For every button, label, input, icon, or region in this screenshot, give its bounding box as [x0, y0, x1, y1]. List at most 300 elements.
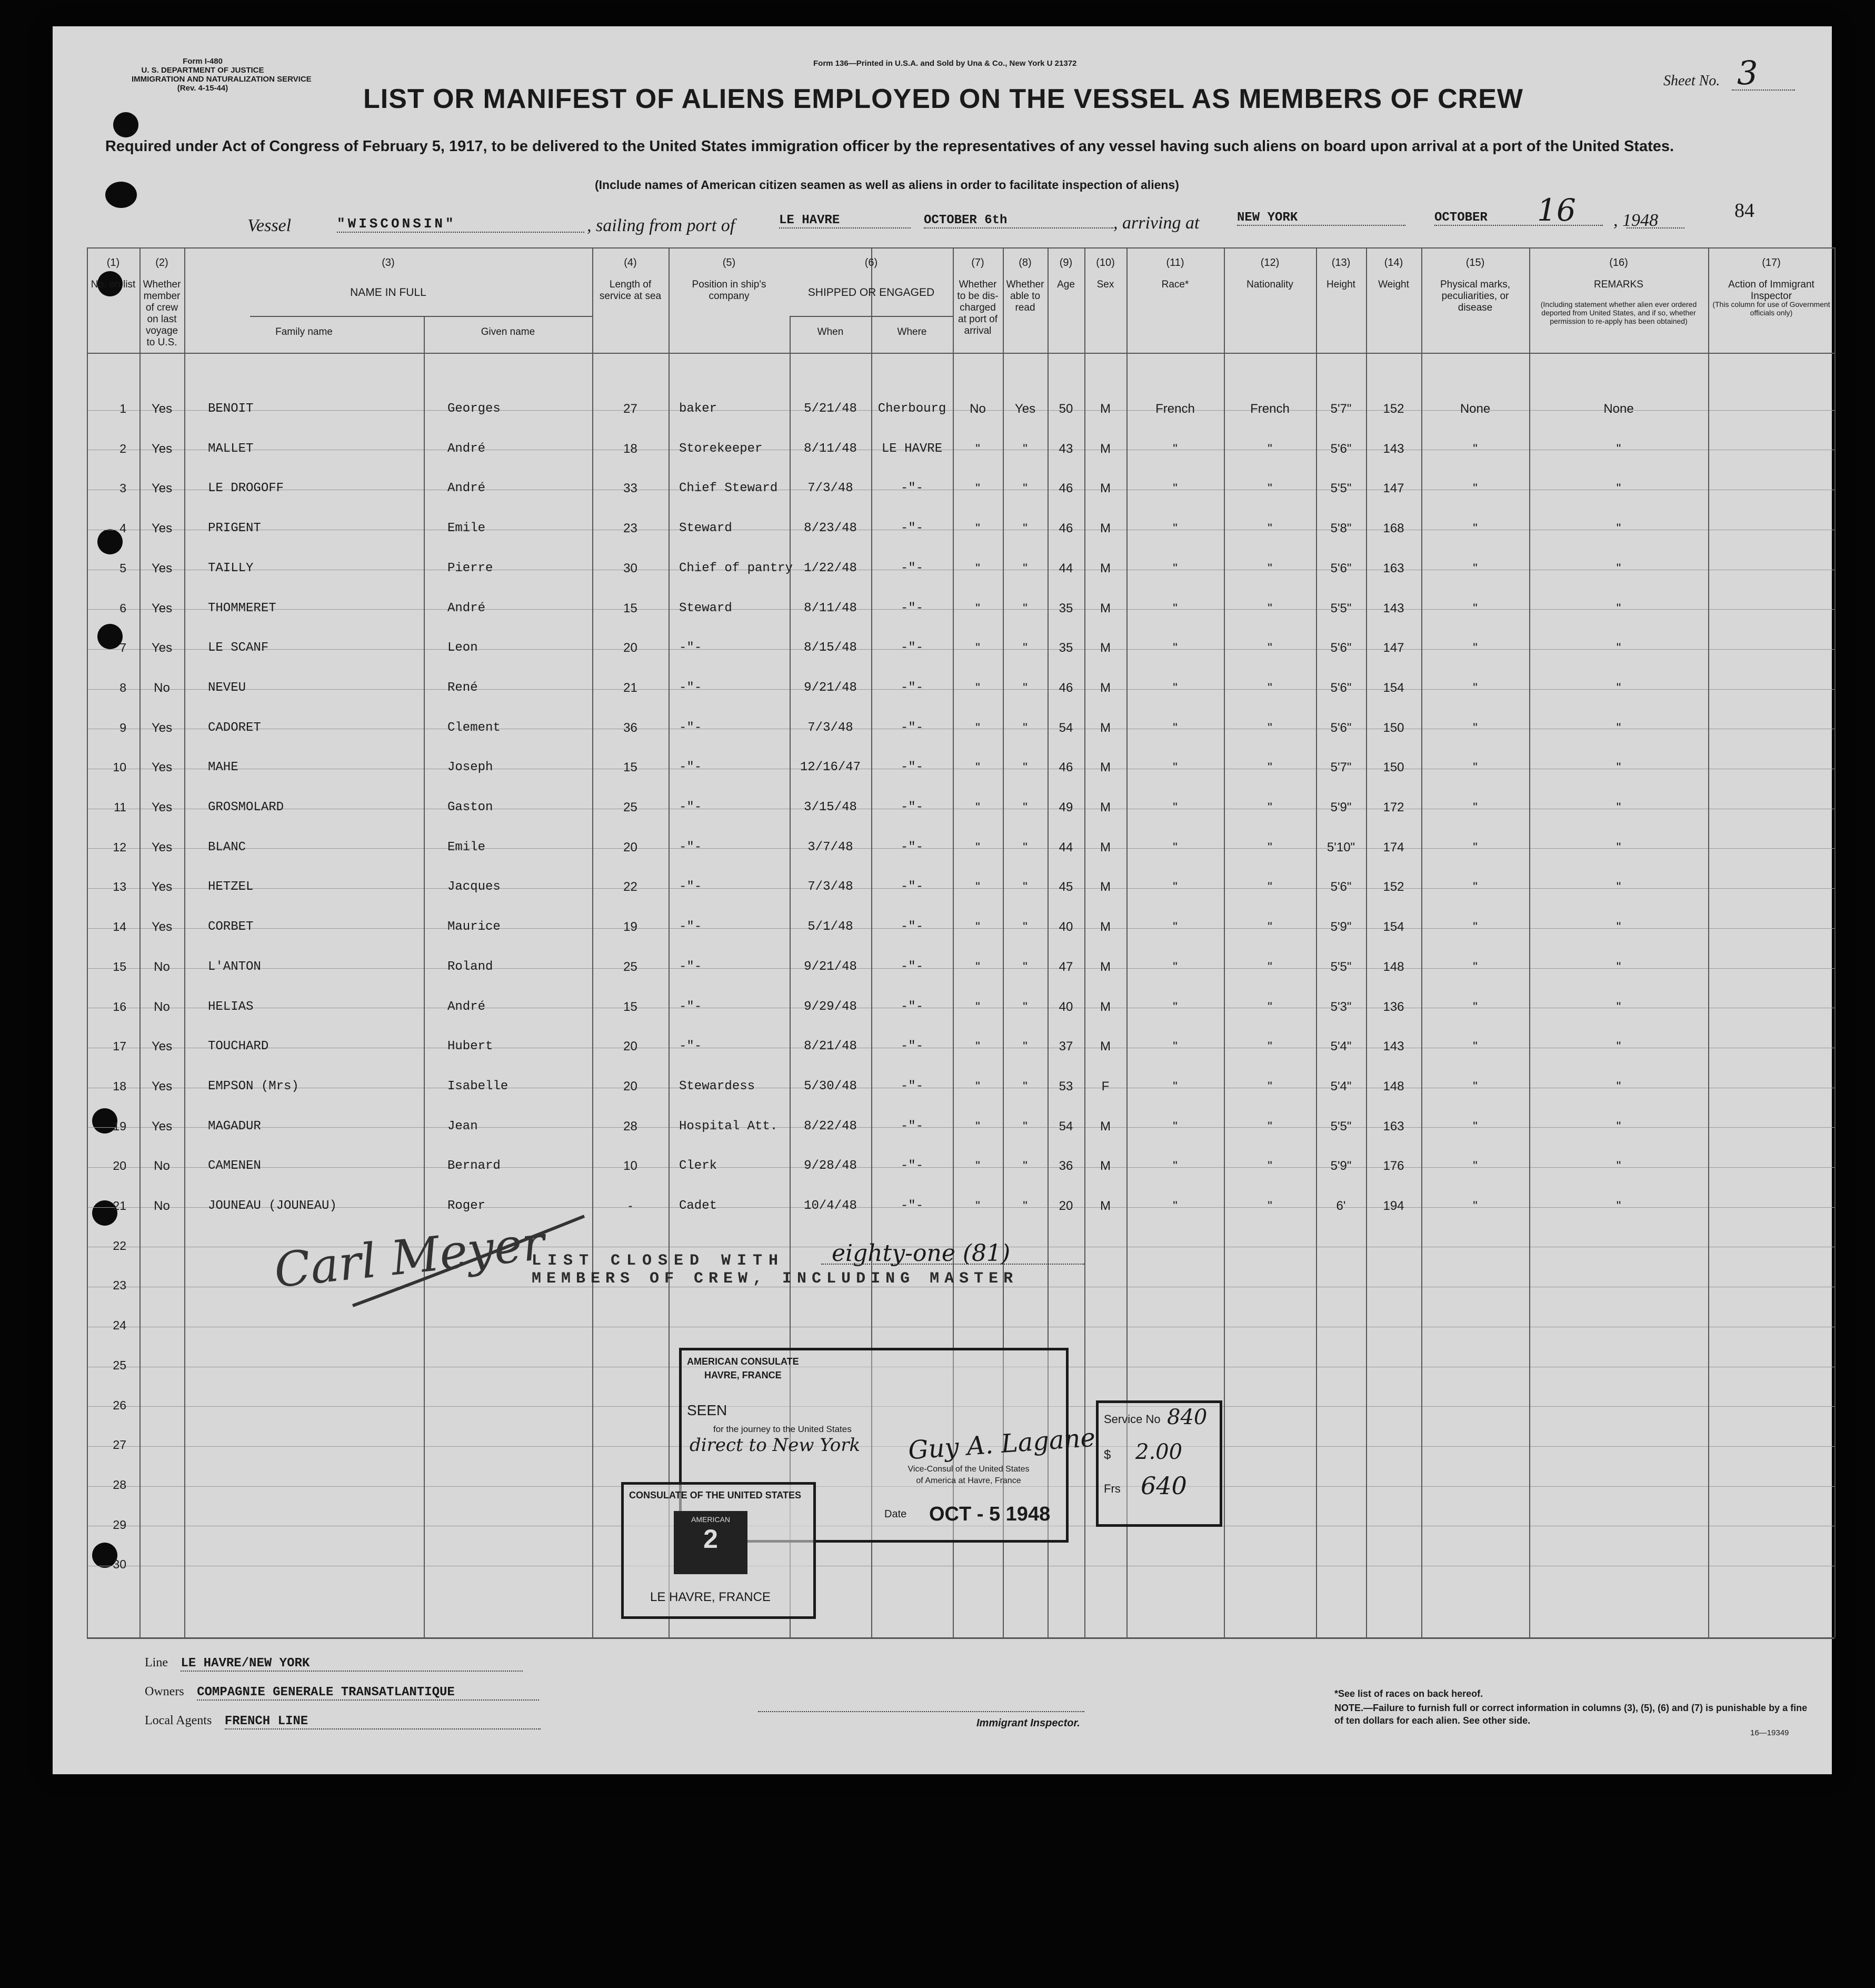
- remarks: ": [1616, 721, 1621, 735]
- given-name: René: [447, 681, 478, 695]
- shipped-when: 5/30/48: [804, 1079, 857, 1094]
- physical-marks: ": [1473, 880, 1478, 894]
- able-to-read: ": [1023, 1039, 1028, 1053]
- remarks: ": [1616, 601, 1621, 615]
- weight: 152: [1383, 880, 1404, 894]
- age: 50: [1059, 402, 1073, 416]
- discharged: ": [975, 880, 980, 894]
- service-no-value: 840: [1167, 1405, 1208, 1429]
- last-voyage: No: [154, 1159, 170, 1173]
- height: 5'4": [1330, 1039, 1352, 1053]
- weight: 176: [1383, 1159, 1404, 1173]
- arriving-port: NEW YORK: [1237, 211, 1405, 226]
- family-name: CAMENEN: [208, 1159, 261, 1173]
- column-number: (13): [1331, 257, 1351, 269]
- column-number: (6): [864, 257, 878, 269]
- position: Hospital Att.: [679, 1119, 778, 1134]
- able-to-read: ": [1023, 800, 1028, 814]
- position: -"-: [679, 1039, 702, 1053]
- height: 5'5": [1330, 481, 1352, 495]
- race: ": [1173, 760, 1178, 774]
- nationality: ": [1268, 840, 1272, 854]
- shipped-when: 1/22/48: [804, 561, 857, 575]
- master-signature: Carl Meyer: [271, 1215, 547, 1299]
- remarks: ": [1616, 1079, 1621, 1094]
- shipped-where: -"-: [900, 880, 924, 894]
- row-number: 25: [113, 1358, 126, 1372]
- signature-flourish: [347, 1206, 590, 1311]
- shipped-where: LE HAVRE: [881, 442, 943, 456]
- shipped-where: -"-: [900, 1159, 924, 1173]
- age: 45: [1059, 880, 1073, 894]
- list-closed-line: LIST CLOSED WITH: [532, 1252, 785, 1270]
- sex: F: [1101, 1079, 1110, 1094]
- weight: 152: [1383, 402, 1404, 416]
- shipped-where: -"-: [900, 760, 924, 774]
- able-to-read: ": [1023, 880, 1028, 894]
- given-name: Maurice: [447, 920, 501, 934]
- sailing-port: LE HAVRE: [779, 213, 911, 228]
- sex: M: [1100, 840, 1111, 854]
- table-header-rule: [87, 353, 1834, 354]
- position: -"-: [679, 960, 702, 974]
- shipped-when: 3/7/48: [807, 840, 853, 854]
- weight: 150: [1383, 721, 1404, 735]
- height: 5'7": [1330, 760, 1352, 774]
- shipped-when: 3/15/48: [804, 800, 857, 814]
- length-of-service: 27: [623, 402, 637, 416]
- row-number: 2: [119, 442, 126, 455]
- row-number: 13: [113, 880, 126, 893]
- last-voyage: Yes: [151, 601, 173, 615]
- physical-marks: ": [1473, 1079, 1478, 1094]
- table-column-rule: [87, 247, 88, 1637]
- last-voyage: No: [154, 960, 170, 974]
- row-number: 30: [113, 1557, 126, 1571]
- weight: 174: [1383, 840, 1404, 854]
- family-name: TAILLY: [208, 561, 254, 575]
- consulate-heading: [687, 1355, 799, 1382]
- given-name: Roger: [447, 1199, 486, 1213]
- position: Chief of pantry: [679, 561, 793, 575]
- nationality: ": [1268, 1000, 1272, 1014]
- discharged: ": [975, 721, 980, 735]
- sex: M: [1100, 721, 1111, 735]
- column-header: Position in ship's company: [692, 279, 766, 302]
- stamp-date: OCT - 5 1948: [929, 1503, 1051, 1525]
- row-number: 6: [119, 601, 126, 615]
- column-subnote: (Including statement whether alien ever ordered deported from United States, and if so, whether permission to re-apply has been obtained): [1540, 300, 1697, 325]
- age: 46: [1059, 760, 1073, 774]
- row-number: 16: [113, 1000, 126, 1013]
- sex: M: [1100, 561, 1111, 575]
- column-header: Race*: [1161, 279, 1189, 290]
- given-name: Leon: [447, 641, 478, 655]
- weight: 154: [1383, 920, 1404, 934]
- position: Cadet: [679, 1199, 717, 1213]
- row-number: 11: [114, 800, 126, 814]
- age: 37: [1059, 1039, 1073, 1053]
- row-number: 14: [113, 920, 126, 933]
- race: ": [1173, 681, 1178, 695]
- sex: M: [1100, 1039, 1111, 1053]
- length-of-service: 21: [623, 681, 637, 695]
- last-voyage: Yes: [151, 1039, 173, 1053]
- family-name: EMPSON (Mrs): [208, 1079, 299, 1094]
- given-name: André: [447, 1000, 486, 1014]
- sex: M: [1100, 1119, 1111, 1134]
- row-number: 9: [119, 721, 126, 734]
- shipped-where: -"-: [900, 601, 924, 615]
- race: ": [1173, 800, 1178, 814]
- discharged: No: [970, 402, 986, 416]
- family-name: MAGADUR: [208, 1119, 261, 1134]
- form-code: 16—19349: [1750, 1728, 1789, 1737]
- race: ": [1173, 561, 1178, 575]
- height: 5'9": [1330, 1159, 1352, 1173]
- family-name: L'ANTON: [208, 960, 261, 974]
- discharged: ": [975, 1199, 980, 1213]
- column-header: SHIPPED OR ENGAGED: [807, 286, 935, 299]
- discharged: ": [975, 960, 980, 974]
- physical-marks: ": [1473, 601, 1478, 615]
- able-to-read: ": [1023, 920, 1028, 934]
- given-name: Emile: [447, 840, 486, 854]
- nationality: ": [1268, 521, 1272, 535]
- able-to-read: ": [1023, 721, 1028, 735]
- race: ": [1173, 1000, 1178, 1014]
- remarks: None: [1603, 402, 1634, 416]
- given-name: Joseph: [447, 760, 493, 774]
- shipped-when: 7/3/48: [807, 721, 853, 735]
- weight: 163: [1383, 1119, 1404, 1134]
- sex: M: [1100, 920, 1111, 934]
- nationality: ": [1268, 920, 1272, 934]
- nationality: ": [1268, 1119, 1272, 1134]
- weight: 143: [1383, 1039, 1404, 1053]
- shipped-where: -"-: [900, 641, 924, 655]
- remarks: ": [1616, 1039, 1621, 1053]
- sex: M: [1100, 402, 1111, 416]
- race: ": [1173, 960, 1178, 974]
- shipped-when: 9/21/48: [804, 960, 857, 974]
- department-name: U. S. DEPARTMENT OF JUSTICE: [141, 66, 264, 75]
- row-number: 10: [113, 760, 126, 774]
- length-of-service: 28: [623, 1119, 637, 1134]
- seen-label: SEEN: [687, 1402, 727, 1418]
- able-to-read: ": [1023, 681, 1028, 695]
- column-header: Weight: [1378, 279, 1409, 290]
- physical-marks: ": [1473, 1199, 1478, 1213]
- row-number: 18: [113, 1079, 126, 1093]
- shipped-where: -"-: [900, 1000, 924, 1014]
- given-name: Bernard: [447, 1159, 501, 1173]
- age: 49: [1059, 800, 1073, 814]
- position: Steward: [679, 521, 732, 535]
- position: -"-: [679, 760, 702, 774]
- arriving-label: , arriving at: [1113, 213, 1200, 233]
- family-name: BENOIT: [208, 402, 254, 416]
- shipped-when: 9/28/48: [804, 1159, 857, 1173]
- fiscal-stamp-heading: CONSULATE OF THE UNITED STATES: [629, 1490, 801, 1500]
- race: ": [1173, 1039, 1178, 1053]
- physical-marks: ": [1473, 1159, 1478, 1173]
- penalty-note: NOTE.—Failure to furnish full or correct information in columns (3), (5), (6) and (7) is punishable by a fine of ten dollars for each alien. See other side.: [1334, 1703, 1808, 1726]
- given-name: Jacques: [447, 880, 501, 894]
- position: -"-: [679, 840, 702, 854]
- row-number: 29: [113, 1518, 126, 1532]
- able-to-read: ": [1023, 1079, 1028, 1094]
- column-subheader: Family name: [275, 326, 333, 337]
- column-header: REMARKS: [1594, 279, 1643, 290]
- column-number: (4): [624, 257, 637, 269]
- fee-stamp: [1096, 1400, 1222, 1527]
- able-to-read: ": [1023, 641, 1028, 655]
- nationality: ": [1268, 960, 1272, 974]
- shipped-when: 9/29/48: [804, 1000, 857, 1014]
- family-name: TOUCHARD: [208, 1039, 269, 1053]
- able-to-read: ": [1023, 1159, 1028, 1173]
- owners-label: Owners: [145, 1685, 184, 1698]
- sheet-number: 3: [1737, 54, 1758, 92]
- remarks: ": [1616, 1119, 1621, 1134]
- shipped-when: 7/3/48: [807, 481, 853, 495]
- physical-marks: None: [1460, 402, 1491, 416]
- shipped-where: -"-: [900, 1119, 924, 1134]
- remarks: ": [1616, 800, 1621, 814]
- weight: 163: [1383, 561, 1404, 575]
- column-header: Whether to be dis-charged at port of arrival: [957, 279, 999, 336]
- francs-amount: 640: [1141, 1472, 1187, 1500]
- table-column-rule: [1708, 247, 1709, 1637]
- service-no-label: Service No: [1104, 1413, 1161, 1426]
- given-name: Emile: [447, 521, 486, 535]
- position: Steward: [679, 601, 732, 615]
- last-voyage: Yes: [151, 800, 173, 814]
- physical-marks: ": [1473, 481, 1478, 495]
- row-number: 27: [113, 1438, 126, 1452]
- shipped-when: 5/21/48: [804, 402, 857, 416]
- weight: 194: [1383, 1199, 1404, 1213]
- arriving-day: 16: [1537, 192, 1576, 228]
- nationality: ": [1268, 800, 1272, 814]
- sex: M: [1100, 760, 1111, 774]
- race: ": [1173, 840, 1178, 854]
- punch-hole: [105, 182, 137, 208]
- shipped-when: 8/11/48: [804, 442, 857, 456]
- row-number: 7: [119, 641, 126, 654]
- age: 53: [1059, 1079, 1073, 1094]
- age: 35: [1059, 641, 1073, 655]
- column-header: Height: [1327, 279, 1355, 290]
- age: 44: [1059, 561, 1073, 575]
- revenue-stamp: [674, 1511, 747, 1574]
- shipped-when: 9/21/48: [804, 681, 857, 695]
- footer-owners-row: [145, 1685, 539, 1701]
- row-number: 3: [119, 481, 126, 495]
- column-number: (8): [1019, 257, 1032, 269]
- nationality: ": [1268, 561, 1272, 575]
- nationality: ": [1268, 481, 1272, 495]
- name-subheader-rule: [250, 316, 592, 317]
- shipped-where: -"-: [900, 800, 924, 814]
- shipped-where: -"-: [900, 1199, 924, 1213]
- length-of-service: 25: [623, 960, 637, 974]
- remarks: ": [1616, 681, 1621, 695]
- given-name: André: [447, 601, 486, 615]
- age: 40: [1059, 920, 1073, 934]
- nationality: ": [1268, 760, 1272, 774]
- age: 44: [1059, 840, 1073, 854]
- height: 5'3": [1330, 1000, 1352, 1014]
- row-number: 26: [113, 1398, 126, 1412]
- nationality: ": [1268, 442, 1272, 456]
- last-voyage: Yes: [151, 760, 173, 774]
- remarks: ": [1616, 521, 1621, 535]
- age: 46: [1059, 521, 1073, 535]
- races-note: *See list of races on back hereof.: [1334, 1688, 1483, 1699]
- nationality: ": [1268, 1079, 1272, 1094]
- position: -"-: [679, 1000, 702, 1014]
- remarks: ": [1616, 1159, 1621, 1173]
- race: ": [1173, 1119, 1178, 1134]
- race: ": [1173, 880, 1178, 894]
- table-top-rule: [87, 247, 1834, 248]
- sheet-number-rule: [1732, 90, 1795, 91]
- family-name: NEVEU: [208, 681, 246, 695]
- column-subheader: When: [817, 326, 844, 337]
- height: 5'6": [1330, 681, 1352, 695]
- position: -"-: [679, 721, 702, 735]
- length-of-service: 15: [623, 760, 637, 774]
- row-number: 28: [113, 1478, 126, 1492]
- francs-label: Frs: [1104, 1482, 1121, 1495]
- vessel-name: "WISCONSIN": [337, 216, 584, 233]
- family-name: THOMMERET: [208, 601, 276, 615]
- shipped-when: 8/21/48: [804, 1039, 857, 1053]
- page-title: LIST OR MANIFEST OF ALIENS EMPLOYED ON THE VESSEL AS MEMBERS OF CREW: [363, 84, 1523, 114]
- nationality: ": [1268, 681, 1272, 695]
- inspector-signature-rule: [758, 1711, 1084, 1712]
- physical-marks: ": [1473, 1000, 1478, 1014]
- shipped-when: 8/23/48: [804, 521, 857, 535]
- race: ": [1173, 481, 1178, 495]
- given-name: Hubert: [447, 1039, 493, 1053]
- row-number: 23: [113, 1278, 126, 1292]
- column-subheader: Where: [897, 326, 927, 337]
- able-to-read: ": [1023, 601, 1028, 615]
- row-number: 17: [113, 1039, 126, 1053]
- age: 54: [1059, 721, 1073, 735]
- position: Stewardess: [679, 1079, 755, 1094]
- table-column-rule: [424, 316, 425, 1637]
- page-mark: 84: [1734, 200, 1754, 222]
- given-name: Isabelle: [447, 1079, 508, 1094]
- last-voyage: No: [154, 681, 170, 695]
- physical-marks: ": [1473, 760, 1478, 774]
- dollar-label: $: [1104, 1448, 1111, 1462]
- nationality: ": [1268, 1199, 1272, 1213]
- discharged: ": [975, 760, 980, 774]
- race: ": [1173, 1159, 1178, 1173]
- table-column-rule: [669, 247, 670, 1637]
- form-header-block: [132, 57, 312, 93]
- able-to-read: ": [1023, 840, 1028, 854]
- length-of-service: 20: [623, 840, 637, 854]
- remarks: ": [1616, 1000, 1621, 1014]
- punch-hole: [113, 112, 138, 137]
- shipped-where: -"-: [900, 840, 924, 854]
- weight: 148: [1383, 960, 1404, 974]
- given-name: Clement: [447, 721, 501, 735]
- agents-label: Local Agents: [145, 1714, 212, 1727]
- sheet-label: Sheet No.: [1663, 73, 1720, 89]
- remarks: ": [1616, 481, 1621, 495]
- last-voyage: Yes: [151, 721, 173, 735]
- vessel-label: Vessel: [247, 216, 292, 235]
- sex: M: [1100, 681, 1111, 695]
- last-voyage: Yes: [151, 1119, 173, 1134]
- last-voyage: Yes: [151, 920, 173, 934]
- revision-date: (Rev. 4-15-44): [177, 84, 228, 93]
- family-name: LE DROGOFF: [208, 481, 284, 495]
- position: Chief Steward: [679, 481, 778, 495]
- last-voyage: No: [154, 1000, 170, 1014]
- shipped-where: Cherbourg: [877, 402, 946, 416]
- row-number: 8: [119, 681, 126, 694]
- able-to-read: ": [1023, 1119, 1028, 1134]
- length-of-service: 25: [623, 800, 637, 814]
- shipped-where: -"-: [900, 1039, 924, 1053]
- weight: 147: [1383, 641, 1404, 655]
- age: 47: [1059, 960, 1073, 974]
- discharged: ": [975, 641, 980, 655]
- race: ": [1173, 721, 1178, 735]
- height: 5'6": [1330, 442, 1352, 456]
- nationality: ": [1268, 1159, 1272, 1173]
- position: -"-: [679, 641, 702, 655]
- remarks: ": [1616, 1199, 1621, 1213]
- remarks: ": [1616, 960, 1621, 974]
- remarks: ": [1616, 442, 1621, 456]
- sex: M: [1100, 880, 1111, 894]
- remarks: ": [1616, 641, 1621, 655]
- last-voyage: Yes: [151, 442, 173, 456]
- position: Clerk: [679, 1159, 717, 1173]
- able-to-read: ": [1023, 561, 1028, 575]
- stamp-date-label: Date: [884, 1508, 907, 1520]
- column-number: (2): [155, 257, 168, 269]
- column-number: (15): [1465, 257, 1485, 269]
- column-header: Length of service at sea: [599, 279, 662, 302]
- race: ": [1173, 601, 1178, 615]
- discharged: ": [975, 561, 980, 575]
- column-header: Action of Immigrant Inspector: [1728, 279, 1814, 302]
- physical-marks: ": [1473, 920, 1478, 934]
- row-number: 22: [113, 1239, 126, 1253]
- length-of-service: 20: [623, 641, 637, 655]
- discharged: ": [975, 601, 980, 615]
- column-header: Whether able to read: [1006, 279, 1044, 313]
- age: 46: [1059, 481, 1073, 495]
- able-to-read: ": [1023, 960, 1028, 974]
- revenue-stamp-label: AMERICAN: [691, 1515, 730, 1524]
- family-name: HETZEL: [208, 880, 254, 894]
- nationality: ": [1268, 1039, 1272, 1053]
- discharged: ": [975, 840, 980, 854]
- given-name: Roland: [447, 960, 493, 974]
- nationality: French: [1250, 402, 1290, 416]
